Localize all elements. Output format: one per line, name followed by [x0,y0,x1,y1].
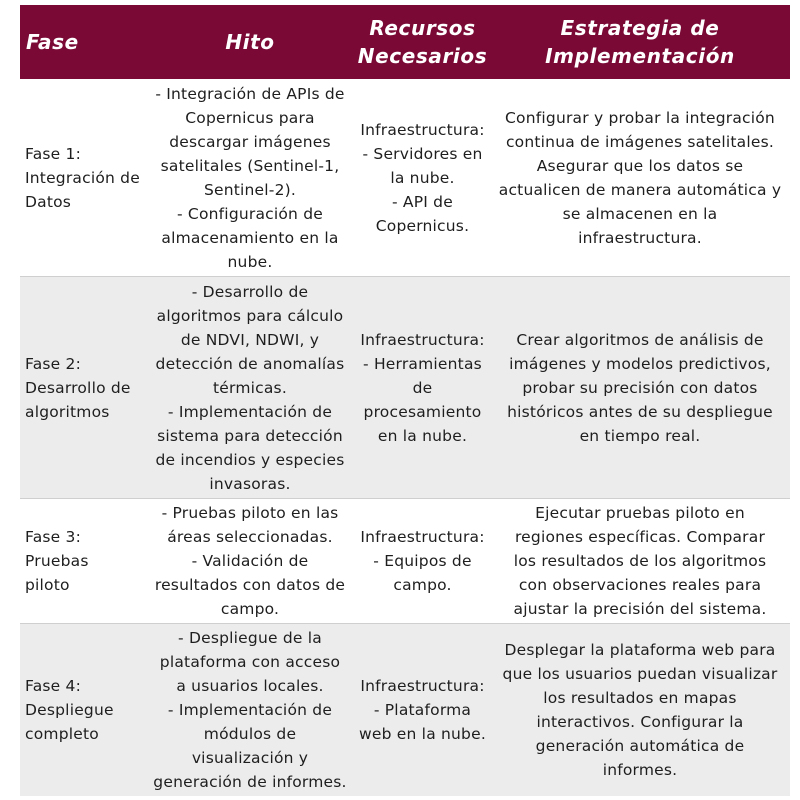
table-row [20,499,790,623]
milestone-cell: - Pruebas piloto en las áreas seleccionadas. - Validación de resultados con datos de campo. [154,504,346,618]
table-row [20,277,790,498]
header-fase: Fase [26,30,79,54]
header-estrategia: Estrategia de Implementación [545,16,735,68]
strategy-cell: Crear algoritmos de análisis de imágenes y modelos predictivos, probar su precisión con datos históricos antes de su despliegue en tiempo real. [507,330,773,445]
table-header [20,5,790,79]
strategy-cell: Configurar y probar la integración continua de imágenes satelitales. Asegurar que los datos se actualicen de manera automática y se almacenen en la infraestructura. [498,108,782,247]
milestone-cell: - Despliegue de la plataforma con acceso a usuarios locales. - Implementación de módulos de visualización y generación de informes. [153,629,347,791]
resources-cell: Infraestructura: - Equipos de campo. [360,528,485,594]
header-hito: Hito [225,30,275,54]
header-recursos: Recursos Necesarios [357,16,488,68]
phase-cell: Fase 1: Integración de Datos [25,144,140,211]
resources-cell: Infraestructura: - Herramientas de procesamiento en la nube. [360,330,485,445]
phase-cell: Fase 2: Desarrollo de algoritmos [25,354,131,421]
table-row [20,624,790,796]
strategy-cell: Ejecutar pruebas piloto en regiones específicas. Comparar los resultados de los algoritmos con observaciones reales para ajustar la precisión del sistema. [513,504,767,618]
strategy-cell: Desplegar la plataforma web para que los usuarios puedan visualizar los resultados en mapas interactivos. Configurar la generación automática de informes. [502,641,778,779]
milestone-cell: - Integración de APIs de Copernicus para descargar imágenes satelitales (Sentinel-1, Sentinel-2). - Configuración de almacenamiento en la nube. [155,84,345,271]
resources-cell: Infraestructura: - Servidores en la nube. - API de Copernicus. [360,120,485,235]
table-row [20,79,790,276]
phase-cell: Fase 4: Despliegue completo [25,677,114,743]
resources-cell: Infraestructura: - Plataforma web en la nube. [359,677,486,743]
phase-cell: Fase 3: Pruebas piloto [25,528,89,594]
milestone-cell: - Desarrollo de algoritmos para cálculo de NDVI, NDWI, y detección de anomalías térmicas. - Implementación de sistema para detección de incendios y especies invasoras. [155,282,345,493]
implementation-table [20,5,790,797]
